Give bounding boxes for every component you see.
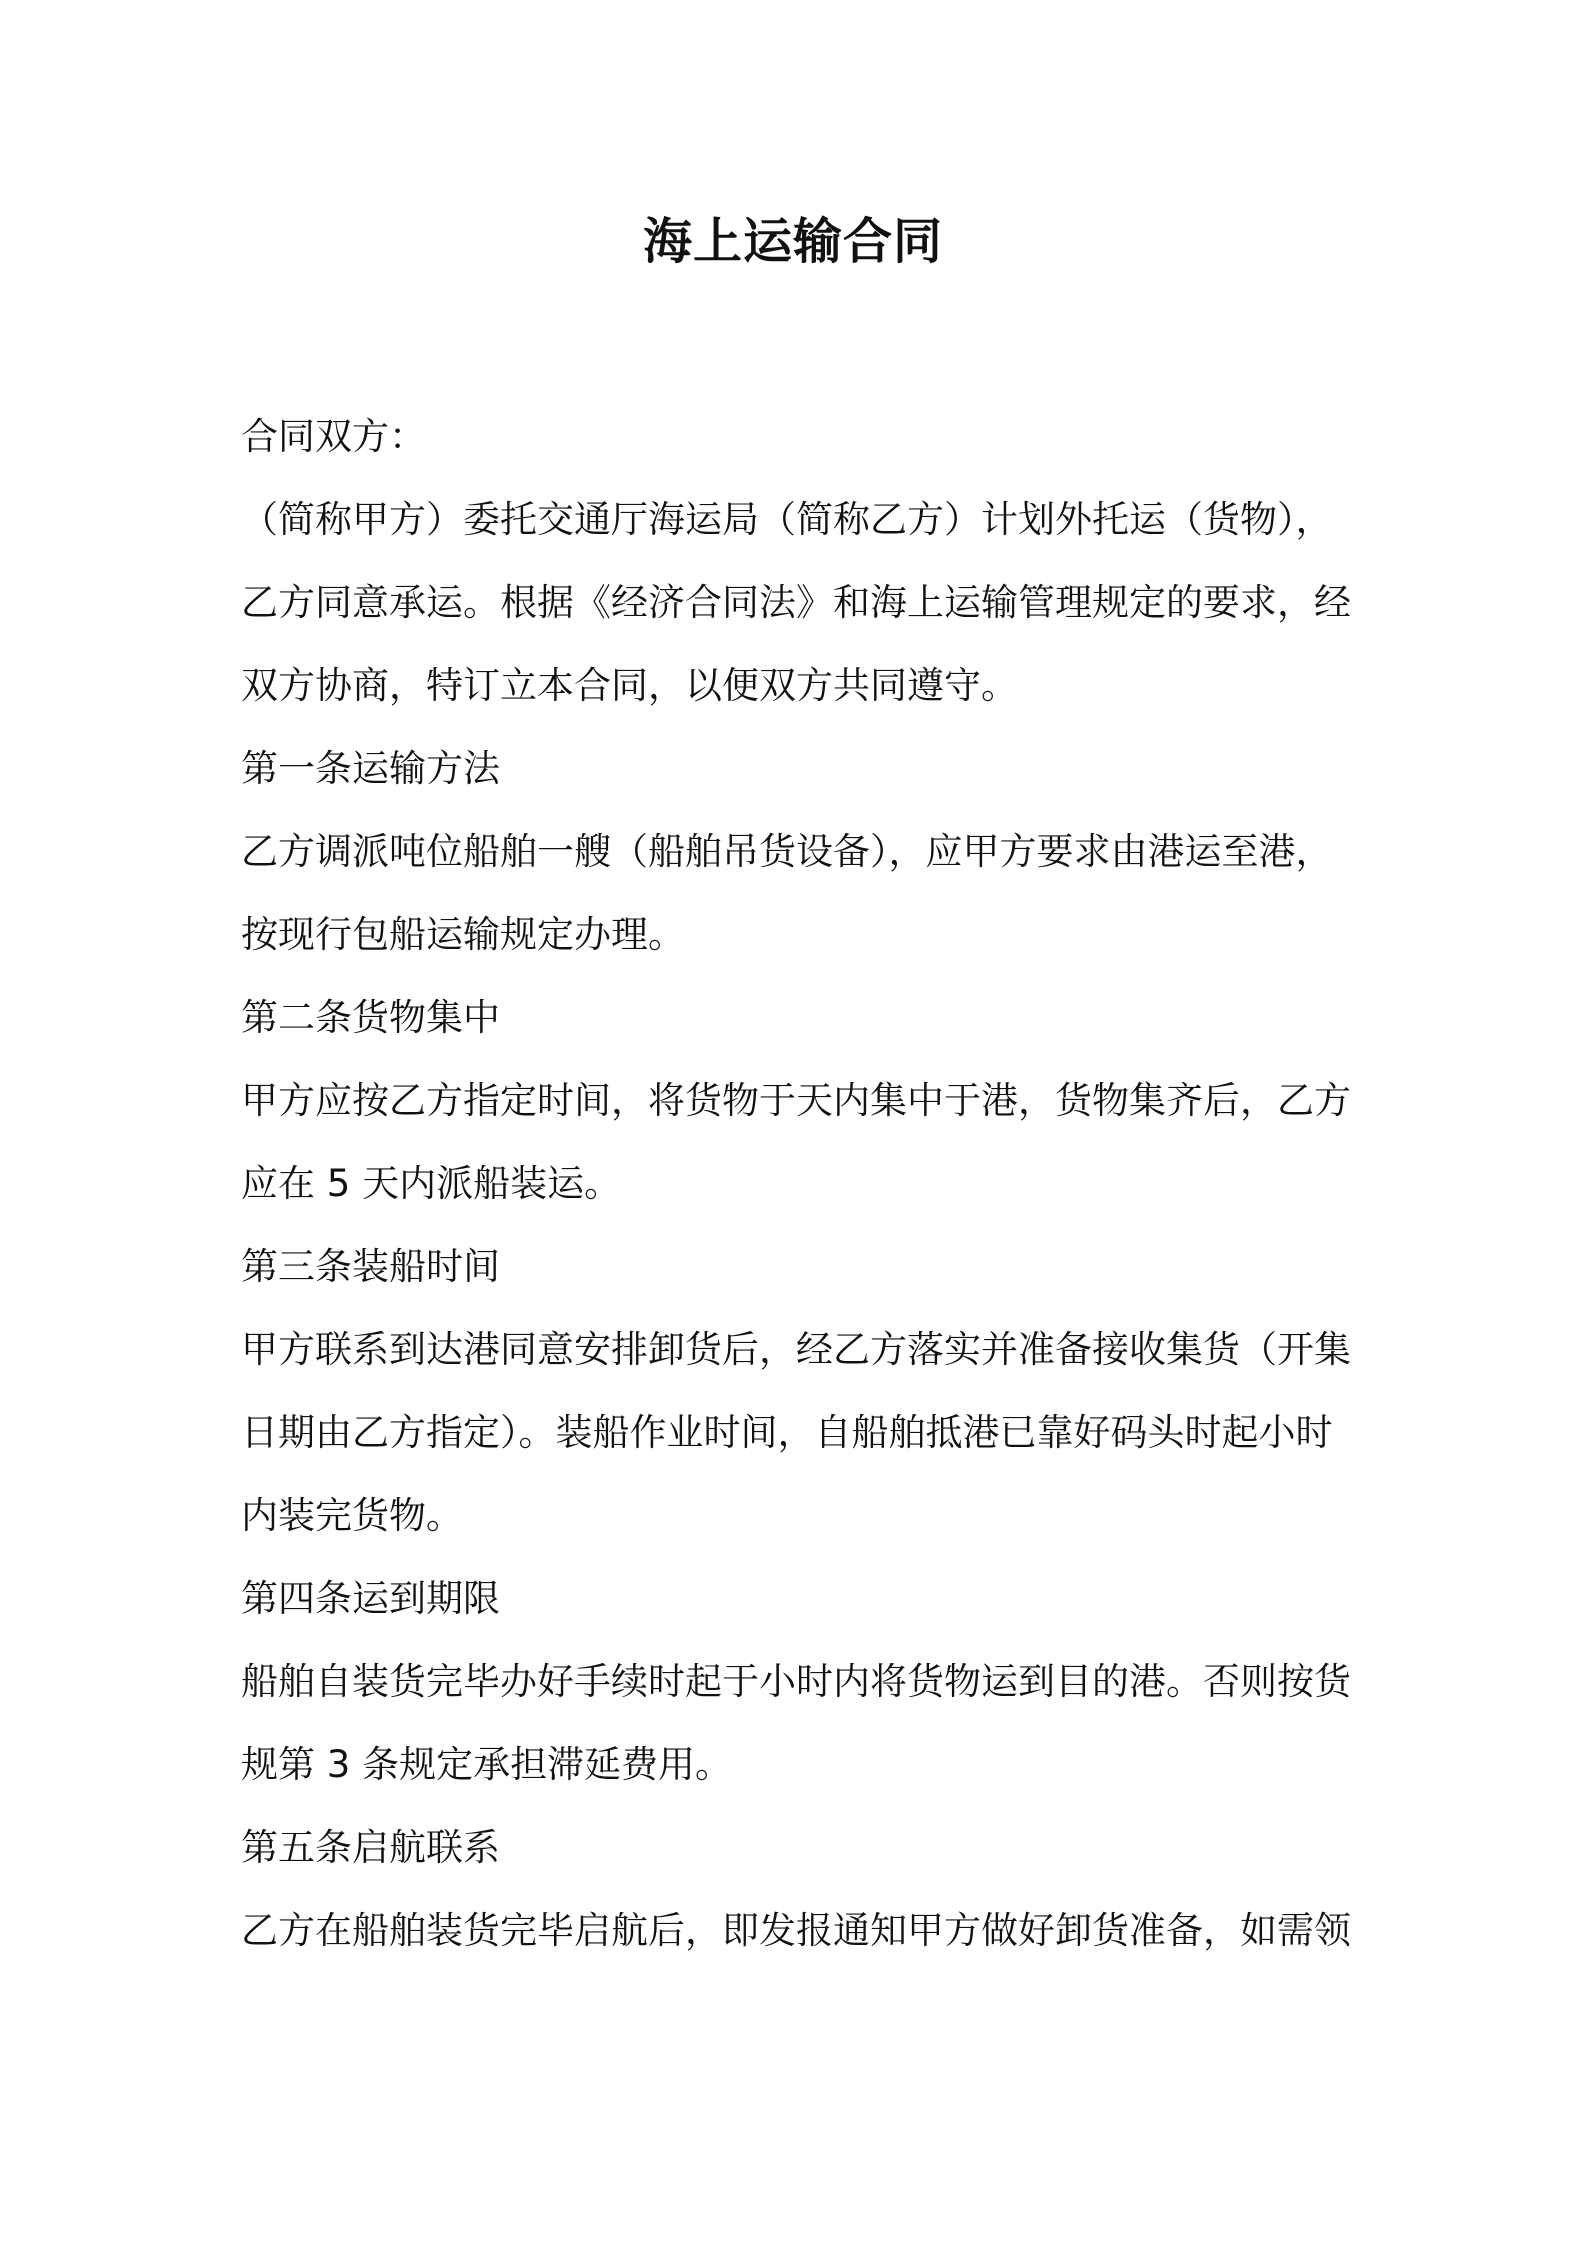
article-5-line-1: 乙方在船舶装货完毕启航后，即发报通知甲方做好卸货准备，如需领 (241, 1909, 1351, 1952)
article-2-heading: 第二条货物集中 (241, 996, 500, 1039)
article-5-heading: 第五条启航联系 (241, 1826, 500, 1869)
parties-heading: 合同双方： (241, 415, 426, 458)
article-2-line-2: 应在 5 天内派船装运。 (241, 1162, 622, 1205)
intro-line-2: 乙方同意承运。根据《经济合同法》和海上运输管理规定的要求，经 (241, 581, 1351, 624)
article-3-line-2: 日期由乙方指定）。装船作业时间，自船舶抵港已靠好码头时起小时 (241, 1411, 1333, 1454)
article-1-heading: 第一条运输方法 (241, 747, 500, 790)
intro-line-1: （简称甲方）委托交通厅海运局（简称乙方）计划外托运（货物）， (241, 498, 1333, 541)
article-4-heading: 第四条运到期限 (241, 1577, 500, 1620)
article-3-line-3: 内装完货物。 (241, 1494, 463, 1537)
intro-line-3: 双方协商，特订立本合同，以便双方共同遵守。 (241, 664, 1018, 707)
article-4-line-1: 船舶自装货完毕办好手续时起于小时内将货物运到目的港。否则按货 (241, 1660, 1351, 1703)
article-4-line-2: 规第 3 条规定承担滞延费用。 (241, 1743, 733, 1786)
article-1-line-2: 按现行包船运输规定办理。 (241, 913, 685, 956)
article-1-line-1: 乙方调派吨位船舶一艘（船舶吊货设备），应甲方要求由港运至港， (241, 830, 1333, 873)
article-2-line-1: 甲方应按乙方指定时间，将货物于天内集中于港，货物集齐后，乙方 (241, 1079, 1351, 1122)
document-title: 海上运输合同 (642, 213, 943, 270)
article-3-line-1: 甲方联系到达港同意安排卸货后，经乙方落实并准备接收集货（开集 (241, 1328, 1351, 1371)
article-3-heading: 第三条装船时间 (241, 1245, 500, 1288)
